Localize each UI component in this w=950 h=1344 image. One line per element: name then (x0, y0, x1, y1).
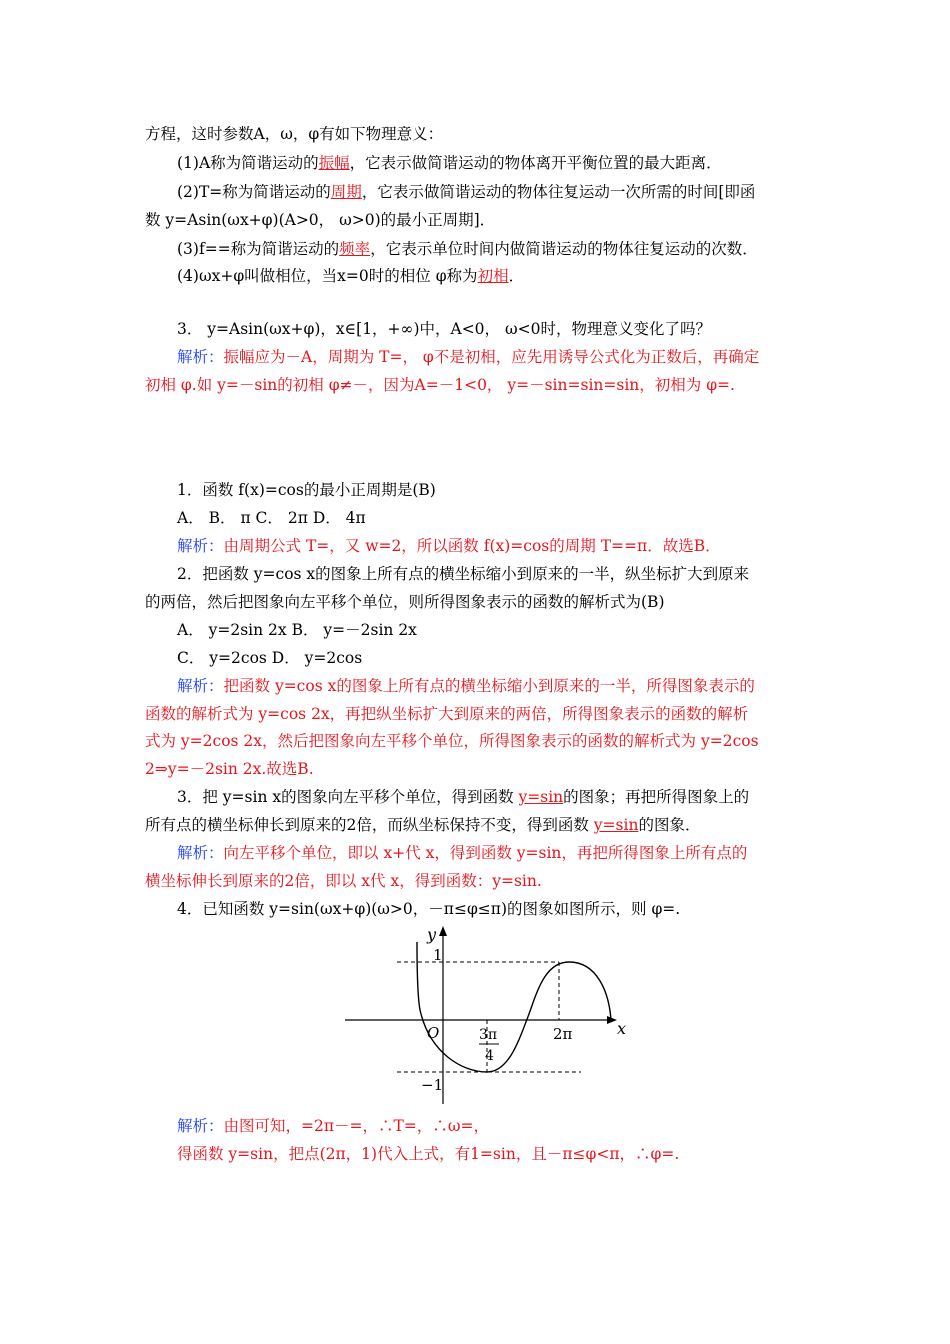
q3-answer-2: 初相 φ.如 y=－sin的初相 φ≠－，因为A=－1<0， y=－sin=sin=sin，初相为 φ=. (145, 376, 735, 394)
p2-question-1: 2．把函数 y=cos x的图象上所有点的横坐标缩小到原来的一半，纵坐标扩大到原来 (177, 565, 750, 583)
sine-graph (343, 922, 653, 1112)
p4-answer-2: 得函数 y=sin，把点(2π，1)代入上式，有1=sin，且－π≤φ<π，∴φ=. (177, 1145, 680, 1163)
item-3: (3)f==称为简谐运动的频率，它表示单位时间内做简谐运动的物体往复运动的次数． (177, 240, 758, 258)
origin-label: O (427, 1024, 440, 1042)
x-axis-label: x (617, 1019, 627, 1038)
x-3pi-numerator: 3π (479, 1027, 498, 1043)
p1-question: 1．函数 f(x)=cos的最小正周期是(B) (177, 481, 436, 499)
p2-options-ab: A． y=2sin 2x B． y=－2sin 2x (177, 621, 417, 639)
p2-question-2: 的两倍，然后把图象向左平移个单位，则所得图象表示的函数的解析式为(B) (145, 593, 665, 611)
item-2-line2: 数 y=Asin(ωx+φ)(A>0， ω>0)的最小正周期]． (145, 211, 496, 229)
intro-text: 方程，这时参数A，ω，φ有如下物理意义： (145, 125, 444, 143)
p2-answer-3: 式为 y=2cos 2x，然后把图象向左平移个单位，所得图象表示的函数的解析式为 y=2cos (145, 732, 759, 750)
x-3pi-denominator: 4 (485, 1048, 494, 1064)
p2-answer-2: 函数的解析式为 y=cos 2x，再把纵坐标扩大到原来的两倍，所得图象表示的函数的解析 (145, 705, 749, 723)
x-2pi-label: 2π (553, 1025, 573, 1043)
q3-answer-1: 解析：振幅应为－A，周期为 T=， φ不是初相，应先用诱导公式化为正数后，再确定 (177, 348, 760, 366)
p2-answer-1: 解析：把函数 y=cos x的图象上所有点的横坐标缩小到原来的一半，所得图象表示的 (177, 677, 755, 695)
p4-answer-1: 解析：由图可知，=2π－=，∴T=，∴ω=， (177, 1117, 489, 1135)
x-axis-arrow (607, 1016, 617, 1024)
p3-answer-2: 横坐标伸长到原来的2倍，即以 x代 x，得到函数：y=sin. (145, 872, 542, 890)
p3-question-1: 3．把 y=sin x的图象向左平移个单位，得到函数 y=sin的图象；再把所得图象上的 (177, 788, 750, 806)
y-top-label: 1 (433, 946, 443, 964)
p2-options-cd: C． y=2cos D． y=2cos (177, 649, 363, 667)
q3-text: 3． y=Asin(ωx+φ)，x∈[1，+∞)中，A<0， ω<0时，物理意义变化了吗？ (177, 320, 711, 338)
answer-label: 解析： (177, 348, 224, 366)
y-axis-label: y (427, 925, 437, 944)
p2-answer-4: 2⇒y=－2sin 2x.故选B. (145, 760, 314, 778)
p1-answer: 解析：由周期公式 T=，又 w=2，所以函数 f(x)=cos的周期 T==π．故选B． (177, 537, 721, 555)
p3-answer-1: 解析：向左平移个单位，即以 x+代 x，得到函数 y=sin，再把所得图象上所有点的 (177, 844, 748, 862)
item-2: (2)T=称为简谐运动的周期，它表示做简谐运动的物体往复运动一次所需的时间[即函 (177, 183, 756, 201)
p1-options: A． B． π C． 2π D． 4π (177, 509, 366, 527)
item-4: (4)ωx+φ叫做相位，当x=0时的相位 φ称为初相． (177, 267, 525, 285)
y-axis-arrow (439, 926, 447, 936)
p4-question: 4．已知函数 y=sin(ωx+φ)(ω>0，－π≤φ≤π)的图象如图所示，则 φ=. (177, 900, 681, 918)
y-bottom-label: −1 (421, 1076, 444, 1094)
item-1: (1)A称为简谐运动的振幅，它表示做简谐运动的物体离开平衡位置的最大距离． (177, 154, 722, 172)
p3-question-2: 所有点的横坐标伸长到原来的2倍，而纵坐标保持不变，得到函数 y=sin的图象． (145, 816, 701, 834)
